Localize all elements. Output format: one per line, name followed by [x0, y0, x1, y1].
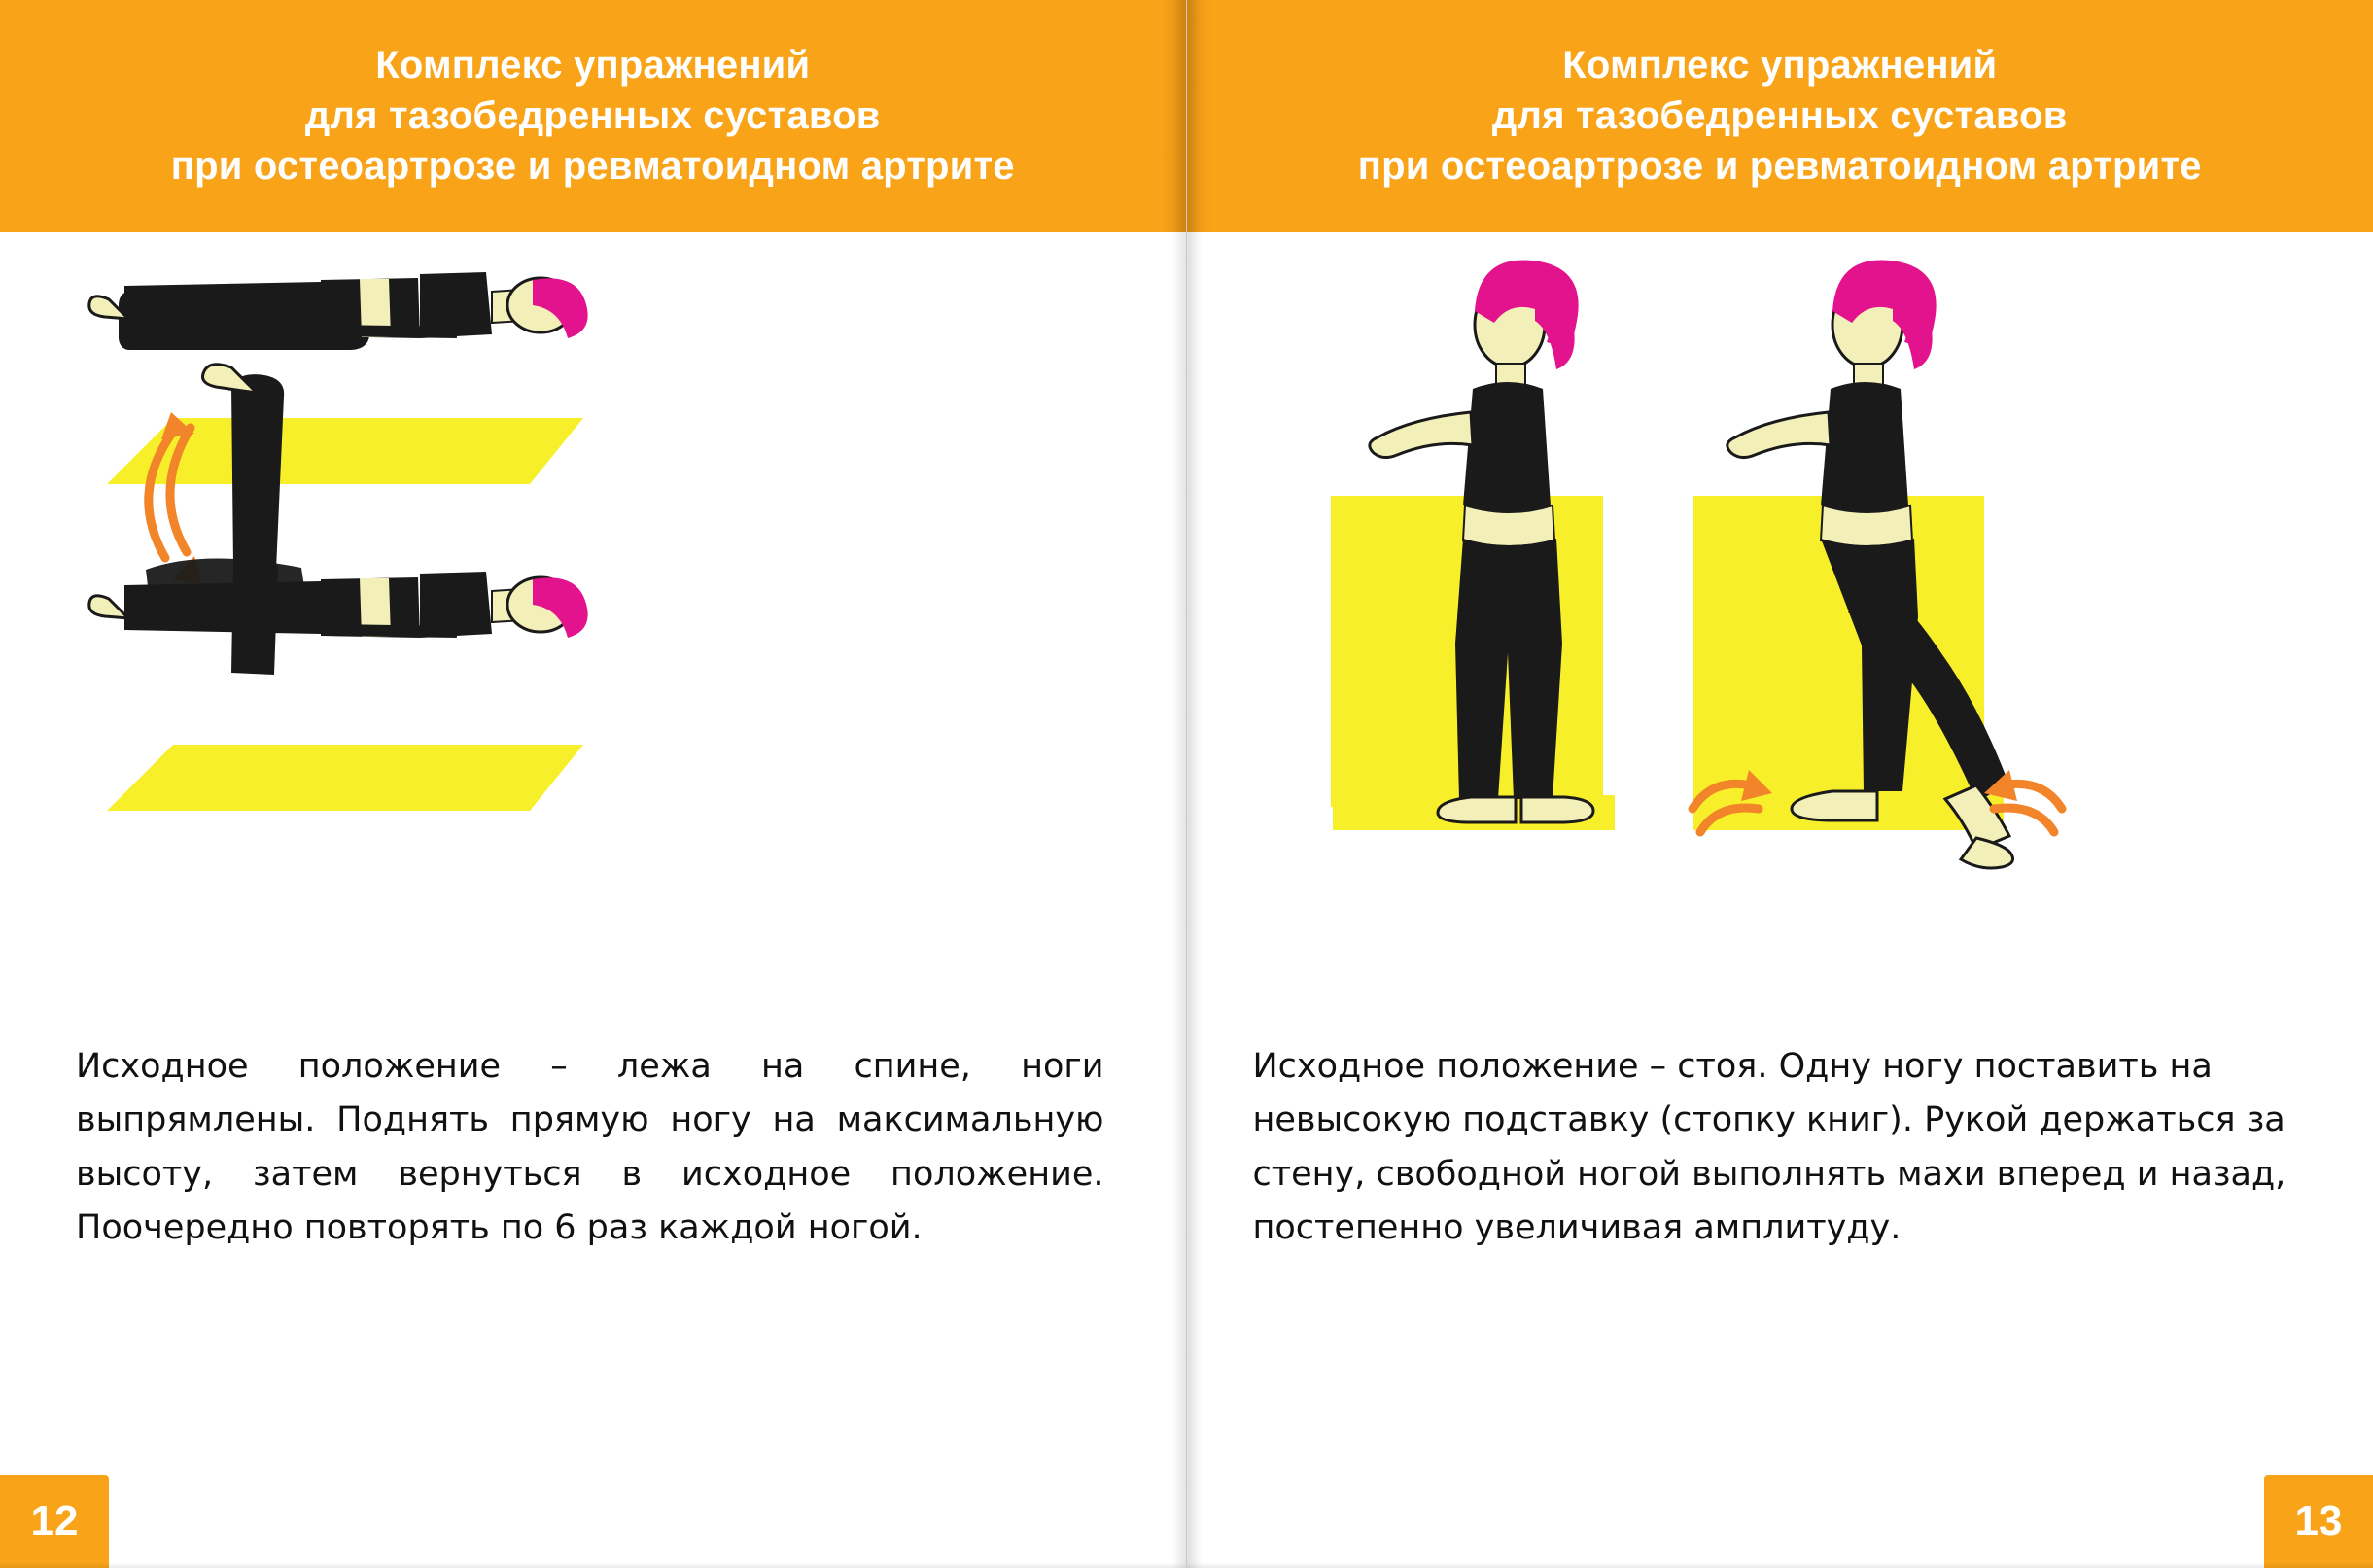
right-page-caption: Исходное положение – стоя. Одну ногу поставить на невысокую подставку (стопку книг). Рукой держаться за стену, свободной ногой выполнять махи вперед и назад, постепенно увеличивая амплитуду.	[1252, 1047, 2286, 1247]
right-page-header	[1187, 0, 2373, 241]
yellow-mat-bottom	[107, 745, 583, 811]
page-number-right: 13	[2264, 1475, 2373, 1568]
bottom-lying-body	[89, 558, 588, 638]
left-page-caption: Исходное положение – лежа на спине, ноги выпрямлены. Поднять прямую ногу на максимальную высоту, затем вернуться в исходное положение. Поочередно повторять по 6 раз каждой ногой.	[76, 1047, 1104, 1247]
right-header-line1: Комплекс упражнений	[1562, 44, 1998, 87]
right-header-fold-shadow	[1187, 0, 1212, 241]
left-header-line3: при остеоартрозе и ревматоидном артрите	[170, 145, 1015, 188]
standing-leg-swing-illustration	[1187, 241, 2373, 965]
left-header-line2: для тазобедренных суставов	[304, 94, 881, 137]
left-header-fold-shadow	[1161, 0, 1186, 241]
left-illustration	[0, 241, 1186, 965]
page-number-left: 12	[0, 1475, 109, 1568]
right-illustration	[1187, 241, 2373, 965]
left-header-text	[171, 40, 1015, 201]
right-header-text	[1358, 40, 2202, 201]
left-page-header	[0, 0, 1186, 241]
top-lying-body	[89, 272, 588, 338]
right-header-line2: для тазобедренных суставов	[1491, 94, 2068, 137]
supine-leg-raise-illustration	[0, 241, 1186, 965]
right-header-line3: при остеоартрозе и ревматоидном артрите	[1357, 145, 2202, 188]
right-page-bottom-shadow	[1187, 1562, 2373, 1568]
left-header-line1: Комплекс упражнений	[375, 44, 811, 87]
right-page	[1187, 0, 2373, 1568]
left-page-bottom-shadow	[0, 1562, 1186, 1568]
